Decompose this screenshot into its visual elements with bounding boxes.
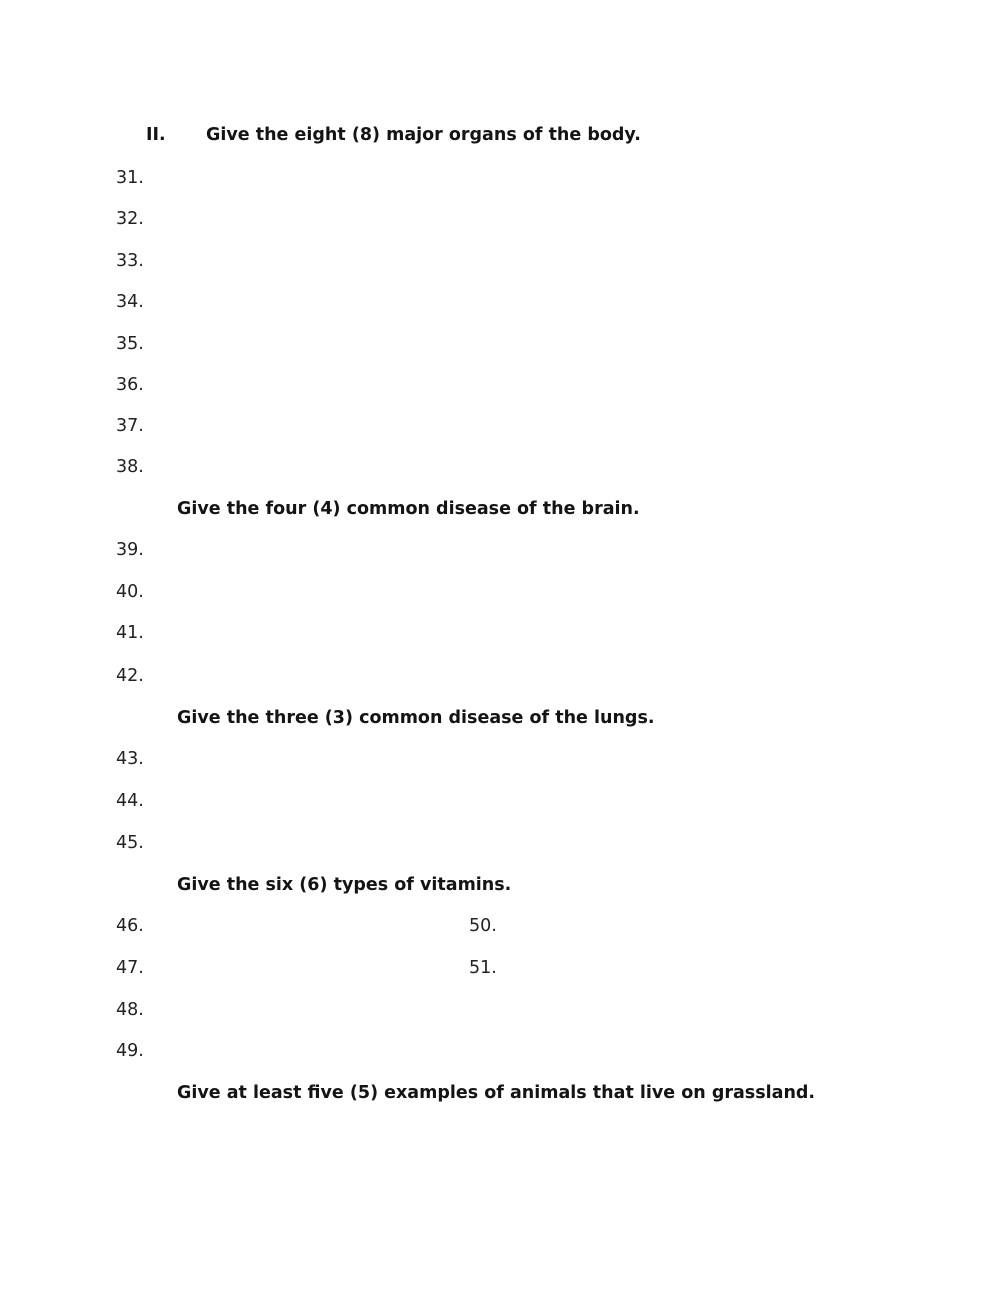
question-number: 45. — [116, 833, 144, 853]
question-number: 32. — [116, 209, 144, 229]
question-number: 40. — [116, 582, 144, 602]
answer-blank[interactable] — [513, 957, 773, 979]
question-number: 46. — [116, 916, 144, 936]
question-number: 48. — [116, 1000, 144, 1020]
answer-blank[interactable] — [160, 665, 420, 687]
answer-blank[interactable] — [160, 915, 420, 937]
question-number: 42. — [116, 666, 144, 686]
answer-blank[interactable] — [160, 250, 420, 272]
question-number: 36. — [116, 375, 144, 395]
answer-blank[interactable] — [160, 415, 420, 437]
group-heading-lungs: Give the three (3) common disease of the lungs. — [177, 708, 655, 728]
question-number: 38. — [116, 457, 144, 477]
answer-blank[interactable] — [160, 374, 420, 396]
answer-blank[interactable] — [160, 539, 420, 561]
question-number: 50. — [469, 916, 497, 936]
question-number: 49. — [116, 1041, 144, 1061]
question-number: 47. — [116, 958, 144, 978]
group-heading-grassland: Give at least five (5) examples of animals that live on grassland. — [177, 1083, 816, 1103]
group-heading-vitamins: Give the six (6) types of vitamins. — [177, 875, 512, 895]
question-number: 44. — [116, 791, 144, 811]
question-number: 43. — [116, 749, 144, 769]
answer-blank[interactable] — [513, 915, 773, 937]
question-number: 37. — [116, 416, 144, 436]
group-heading-brain: Give the four (4) common disease of the brain. — [177, 499, 640, 519]
answer-blank[interactable] — [160, 999, 420, 1021]
answer-blank[interactable] — [160, 622, 420, 644]
answer-blank[interactable] — [160, 333, 420, 355]
answer-blank[interactable] — [160, 167, 420, 189]
answer-blank[interactable] — [160, 1040, 420, 1062]
question-number: 51. — [469, 958, 497, 978]
question-number: 41. — [116, 623, 144, 643]
answer-blank[interactable] — [160, 748, 420, 770]
answer-blank[interactable] — [160, 832, 420, 854]
question-number: 31. — [116, 168, 144, 188]
question-number: 33. — [116, 251, 144, 271]
answer-blank[interactable] — [160, 581, 420, 603]
question-number: 34. — [116, 292, 144, 312]
answer-blank[interactable] — [160, 790, 420, 812]
question-number: 35. — [116, 334, 144, 354]
answer-blank[interactable] — [160, 957, 420, 979]
question-number: 39. — [116, 540, 144, 560]
answer-blank[interactable] — [160, 456, 420, 478]
section-roman-numeral: II. — [146, 125, 166, 145]
section-title: Give the eight (8) major organs of the body. — [206, 125, 641, 145]
answer-blank[interactable] — [160, 291, 420, 313]
answer-blank[interactable] — [160, 208, 420, 230]
